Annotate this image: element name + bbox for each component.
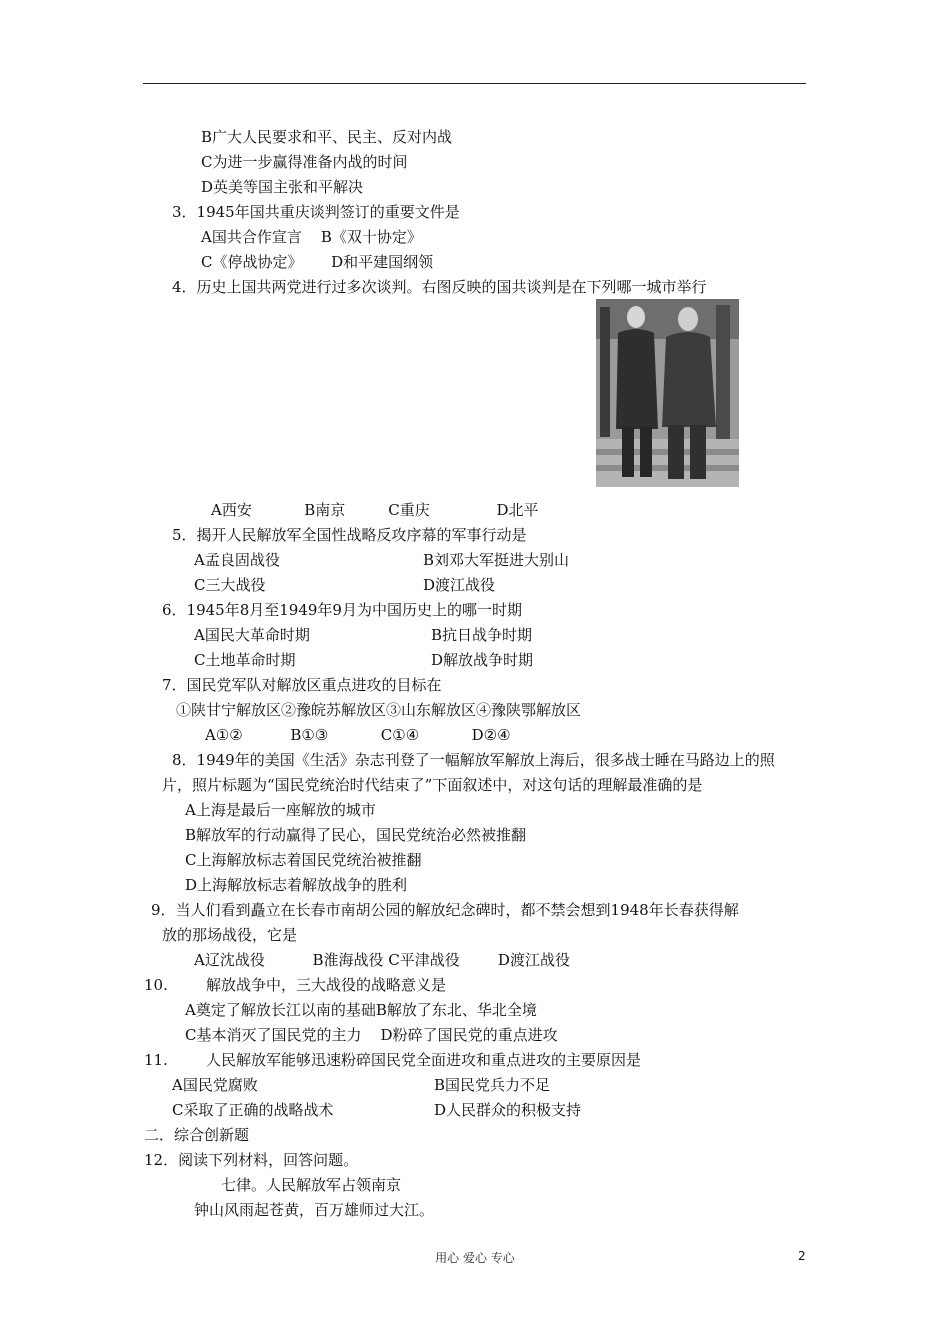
question-9: 9．当人们看到矗立在长春市南胡公园的解放纪念碑时，都不禁会想到1948年长春获得解 [151,901,739,919]
question-7: 7．国民党军队对解放区重点进攻的目标在 [162,676,442,694]
section-heading: 二．综合创新题 [144,1126,250,1144]
option-8a: A上海是最后一座解放的城市 [185,801,376,819]
question-3: 3．1945年国共重庆谈判签订的重要文件是 [172,203,460,221]
option-11b: B国民党兵力不足 [434,1076,551,1094]
option-11d: D人民群众的积极支持 [434,1101,582,1119]
option-8c: C上海解放标志着国民党统治被推翻 [185,851,422,869]
option-6c: C土地革命时期 [194,651,296,669]
options-10-ab: A奠定了解放长江以南的基础B解放了东北、华北全境 [185,1001,537,1019]
poem-title: 七律。人民解放军占领南京 [221,1176,402,1194]
option-5c: C三大战役 [194,576,266,594]
poem-line-1: 钟山风雨起苍黄，百万雄师过大江。 [194,1201,435,1219]
question-10: 10. 解放战争中，三大战役的战略意义是 [144,976,447,994]
options-4: A西安 B南京 C重庆 D北平 [211,501,539,519]
options-3-cd: C《停战协定》 D和平建国纲领 [201,253,434,271]
option-5b: B刘邓大军挺进大别山 [423,551,570,569]
footer-motto: 用心 爱心 专心 [435,1251,515,1265]
option-8b: B解放军的行动赢得了民心，国民党统治必然被推翻 [185,826,527,844]
option-11c: C采取了正确的战略战术 [172,1101,334,1119]
option-6a: A国民大革命时期 [194,626,310,644]
question-12: 12．阅读下列材料，回答问题。 [144,1151,359,1169]
header-rule [143,83,806,84]
question-9-cont: 放的那场战役，它是 [162,926,298,944]
option-11a: A国民党腐败 [172,1076,258,1094]
option-5a: A孟良固战役 [194,551,280,569]
option-6b: B抗日战争时期 [431,626,533,644]
negotiation-photo [596,299,739,487]
question-5: 5．揭开人民解放军全国性战略反攻序幕的军事行动是 [172,526,527,544]
options-9: A辽沈战役 B淮海战役 C平津战役 D渡江战役 [194,951,570,969]
option-5d: D渡江战役 [423,576,496,594]
question-11: 11. 人民解放军能够迅速粉碎国民党全面进攻和重点进攻的主要原因是 [144,1051,642,1069]
question-8: 8．1949年的美国《生活》杂志刊登了一幅解放军解放上海后，很多战士睡在马路边上的照 [172,751,775,769]
options-3-ab: A国共合作宣言 B《双十协定》 [201,228,422,246]
question-4: 4．历史上国共两党进行过多次谈判。右图反映的国共谈判是在下列哪一城市举行 [172,278,707,296]
question-8-cont: 片，照片标题为“国民党统治时代结束了”下面叙述中，对这句话的理解最准确的是 [162,776,703,794]
option-2b: B广大人民要求和平、民主、反对内战 [201,128,453,146]
option-2d: D英美等国主张和平解决 [201,178,364,196]
page-number: 2 [798,1249,806,1263]
option-2c: C为进一步赢得准备内战的时间 [201,153,408,171]
question-7-items: ①陕甘宁解放区②豫皖苏解放区③山东解放区④豫陕鄂解放区 [176,701,582,719]
option-6d: D解放战争时期 [431,651,534,669]
option-8d: D上海解放标志着解放战争的胜利 [185,876,408,894]
options-7: A①② B①③ C①④ D②④ [205,726,511,744]
options-10-cd: C基本消灭了国民党的主力 D粉碎了国民党的重点进攻 [185,1026,558,1044]
question-6: 6．1945年8月至1949年9月为中国历史上的哪一时期 [162,601,522,619]
